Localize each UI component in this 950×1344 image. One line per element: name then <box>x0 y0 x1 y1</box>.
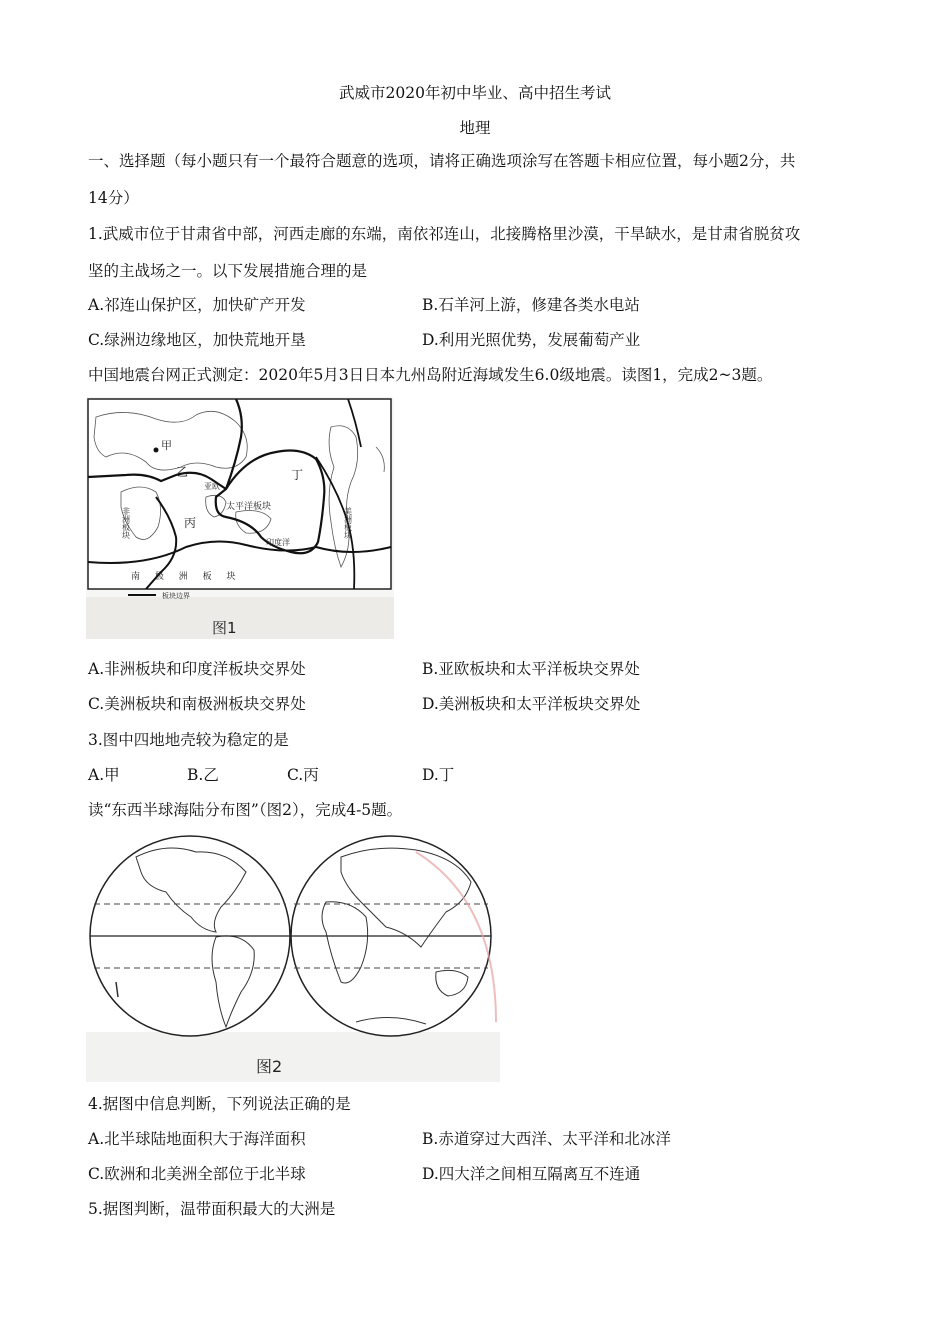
q2-option-a: A.非洲板块和印度洋板块交界处 <box>88 660 306 678</box>
label-antarctic-plate: 南 极 洲 板 块 <box>131 572 242 582</box>
q1-option-a: A.祁连山保护区，加快矿产开发 <box>88 296 306 314</box>
exam-title: 武威市2020年初中毕业、高中招生考试 <box>339 84 611 102</box>
figure1-caption: 图1 <box>212 619 237 637</box>
q2-option-b: B.亚欧板块和太平洋板块交界处 <box>422 660 640 678</box>
q1-option-b: B.石羊河上游，修建各类水电站 <box>422 296 640 314</box>
q1-option-d: D.利用光照优势，发展葡萄产业 <box>422 331 641 349</box>
figure2-hemispheres-map <box>86 832 500 1082</box>
q1-option-c: C.绿洲边缘地区，加快荒地开垦 <box>88 331 306 349</box>
q3-stem: 3.图中四地地壳较为稳定的是 <box>88 731 289 749</box>
q3-option-d: D.丁 <box>422 766 455 784</box>
figure1-plate-map <box>86 397 394 639</box>
legend-label: 板块边界 <box>162 592 190 600</box>
q3-option-b: B.乙 <box>187 766 219 784</box>
label-africa-plate: 非洲板块 <box>121 507 131 539</box>
q1-stem-line1: 1.武威市位于甘肃省中部，河西走廊的东端，南依祁连山，北接腾格里沙漠，干旱缺水，是甘肃省脱贫攻 <box>88 225 801 243</box>
label-eurasia: 亚欧 <box>204 482 220 491</box>
q4-stem: 4.据图中信息判断，下列说法正确的是 <box>88 1095 351 1113</box>
label-america-plate: 美洲板块 <box>343 507 353 539</box>
subject-title: 地理 <box>459 119 491 137</box>
q5-stem: 5.据图判断，温带面积最大的大洲是 <box>88 1200 336 1218</box>
q4-option-c: C.欧洲和北美洲全部位于北半球 <box>88 1165 306 1183</box>
label-yi: 乙 <box>176 465 189 479</box>
q3-option-c: C.丙 <box>287 766 319 784</box>
label-indian-ocean: 印度洋 <box>266 538 290 547</box>
label-pacific-plate: 太平洋板块 <box>226 502 272 512</box>
q2-option-c: C.美洲板块和南极洲板块交界处 <box>88 695 306 713</box>
label-ding: 丁 <box>291 468 304 482</box>
q4-option-d: D.四大洋之间相互隔离互不连通 <box>422 1165 641 1183</box>
q4-option-a: A.北半球陆地面积大于海洋面积 <box>88 1130 306 1148</box>
q1-stem-line2: 坚的主战场之一。以下发展措施合理的是 <box>88 262 368 280</box>
section-heading-line1: 一、选择题（每小题只有一个最符合题意的选项，请将正确选项涂写在答题卡相应位置，每小题2分，共 <box>88 152 796 170</box>
figure2-caption: 图2 <box>256 1057 283 1076</box>
q3-option-a: A.甲 <box>88 766 120 784</box>
label-bing: 丙 <box>184 516 197 530</box>
label-jia: 甲 <box>161 439 172 452</box>
q2-option-d: D.美洲板块和太平洋板块交界处 <box>422 695 641 713</box>
q4-option-b: B.赤道穿过大西洋、太平洋和北冰洋 <box>422 1130 671 1148</box>
section-heading-line2: 14分） <box>88 189 139 207</box>
intro-q4-5: 读“东西半球海陆分布图”（图2），完成4-5题。 <box>88 801 403 819</box>
intro-q2-3: 中国地震台网正式测定：2020年5月3日日本九州岛附近海域发生6.0级地震。读图1，完成2~3题。 <box>88 366 773 384</box>
